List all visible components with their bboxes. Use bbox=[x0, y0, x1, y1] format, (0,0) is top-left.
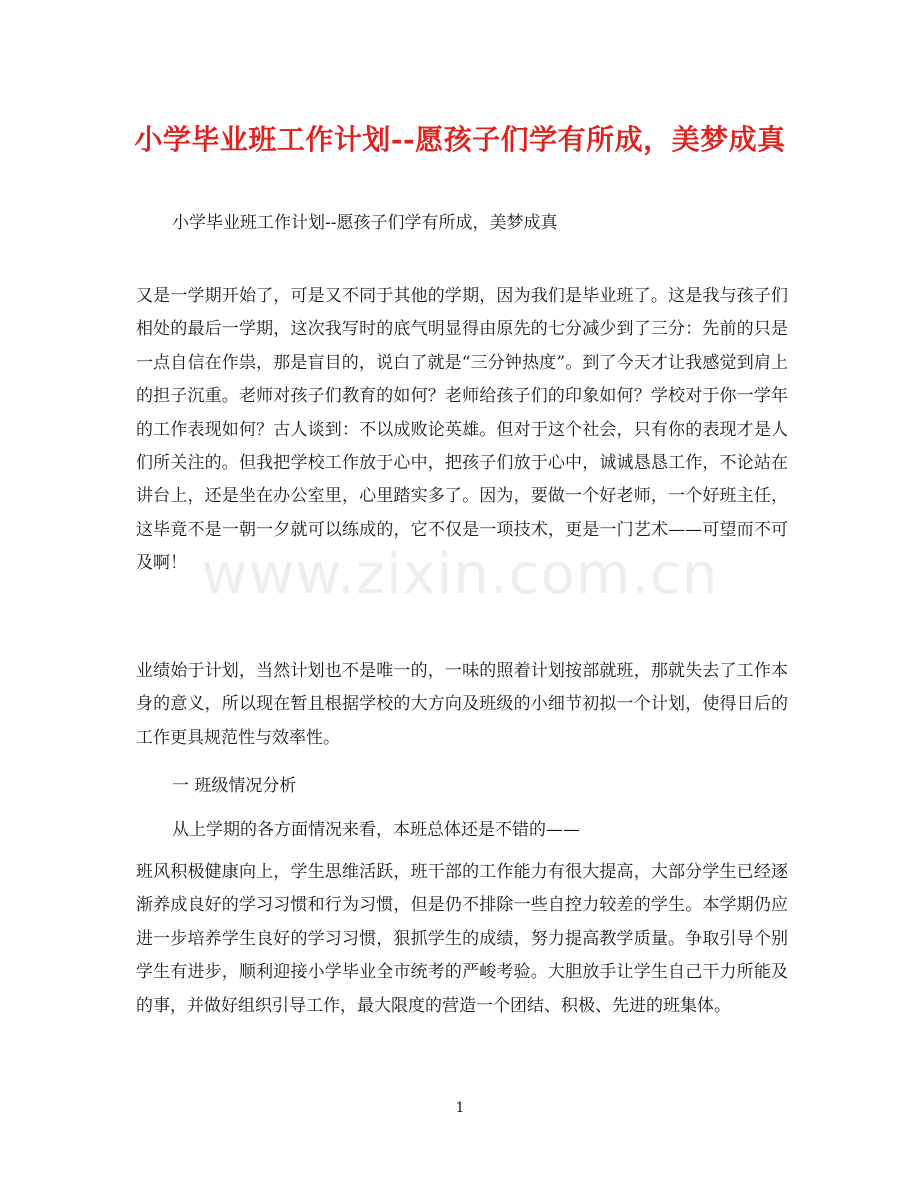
body-paragraph-2: 业绩始于计划，当然计划也不是唯一的，一味的照着计划按部就班，那就失去了工作本身的意义，所以现在暂且根据学校的大方向及班级的小细节初拟一个计划，使得日后的工作更具规范性与效率性。 bbox=[136, 661, 788, 748]
section-intro: 从上学期的各方面情况来看，本班总体还是不错的—— bbox=[172, 820, 580, 840]
watermark: www.zixin.com.cn bbox=[201, 542, 719, 607]
page-number: 1 bbox=[455, 1100, 465, 1116]
document-title: 小学毕业班工作计划--愿孩子们学有所成，美梦成真 bbox=[134, 123, 786, 156]
body-paragraph-1: 又是一学期开始了，可是又不同于其他的学期，因为我们是毕业班了。这是我与孩子们相处的最后一学期，这次我写时的底气明显得由原先的七分减少到了三分：先前的只是一点自信在作祟，那是盲目的，说白了就是“三分钟热度”。到了今天才让我感觉到肩上的担子沉重。老师对孩子们教育的如何？老师给孩子们的印象如何？学校对于你一学年的工作表现如何？古人谈到：不以成败论英雄。但对于这个社会，只有你的表现才是人们所关注的。但我把学校工作放于心中，把孩子们放于心中，诚诚恳恳工作，不论站在讲台上，还是坐在办公室里，心里踏实多了。因为，要做一个好老师，一个好班主任，这毕竟不是一朝一夕就可以练成的，它不仅是一项技术，更是一门艺术——可望而不可及啊！ bbox=[136, 286, 788, 574]
section-body-paragraph: 班风积极健康向上，学生思维活跃，班干部的工作能力有很大提高，大部分学生已经逐渐养成良好的学习习惯和行为习惯，但是仍不排除一些自控力较差的学生。本学期仍应进一步培养学生良好的学习习惯，狠抓学生的成绩，努力提高教学质量。争取引导个别学生有进步，顺利迎接小学毕业全市统考的严峻考验。大胆放手让学生自己干力所能及的事，并做好组织引导工作，最大限度的营造一个团结、积极、先进的班集体。 bbox=[136, 862, 788, 1016]
document-subtitle: 小学毕业班工作计划--愿孩子们学有所成，美梦成真 bbox=[172, 213, 558, 233]
section-heading: 一 班级情况分析 bbox=[172, 776, 297, 796]
